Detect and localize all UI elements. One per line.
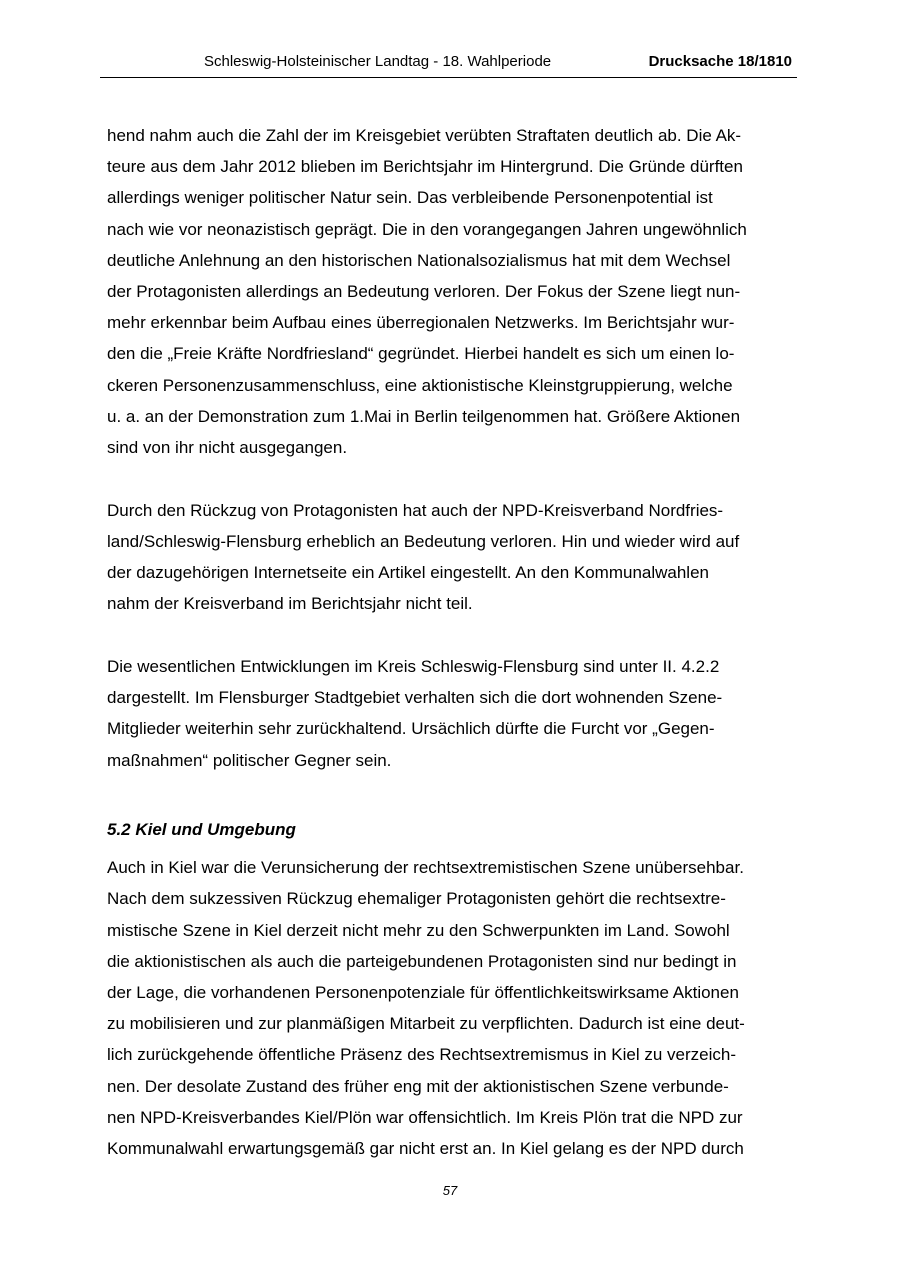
text-line: nahm der Kreisverband im Berichtsjahr nicht teil.: [107, 594, 473, 613]
text-line: dargestellt. Im Flensburger Stadtgebiet verhalten sich die dort wohnenden Szene-: [107, 688, 723, 707]
text-line: teure aus dem Jahr 2012 blieben im Berichtsjahr im Hintergrund. Die Gründe dürften: [107, 157, 743, 176]
text-line: deutliche Anlehnung an den historischen Nationalsozialismus hat mit dem Wechsel: [107, 251, 731, 270]
text-line: Mitglieder weiterhin sehr zurückhaltend. Ursächlich dürfte die Furcht vor „Gegen-: [107, 719, 715, 738]
page-number: 57: [442, 1183, 458, 1198]
text-line: Kommunalwahl erwartungsgemäß gar nicht erst an. In Kiel gelang es der NPD durch: [107, 1139, 744, 1158]
header-title: Schleswig-Holsteinischer Landtag - 18. Wahlperiode: [204, 53, 552, 70]
text-line: der Protagonisten allerdings an Bedeutung verloren. Der Fokus der Szene liegt nun-: [107, 282, 741, 301]
text-line: hend nahm auch die Zahl der im Kreisgebiet verübten Straftaten deutlich ab. Die Ak-: [107, 126, 742, 145]
text-line: sind von ihr nicht ausgegangen.: [107, 438, 348, 457]
text-line: lich zurückgehende öffentliche Präsenz des Rechtsextremismus in Kiel zu verzeich-: [107, 1045, 736, 1064]
text-line: u. a. an der Demonstration zum 1.Mai in Berlin teilgenommen hat. Größere Aktionen: [107, 407, 741, 426]
text-line: allerdings weniger politischer Natur sein. Das verbleibende Personenpotential ist: [107, 188, 713, 207]
text-line: mehr erkennbar beim Aufbau eines überregionalen Netzwerks. Im Berichtsjahr wur-: [107, 313, 735, 332]
section-heading: 5.2 Kiel und Umgebung: [107, 820, 296, 839]
text-line: nen NPD-Kreisverbandes Kiel/Plön war offensichtlich. Im Kreis Plön trat die NPD zur: [107, 1108, 743, 1127]
text-line: nach wie vor neonazistisch geprägt. Die in den vorangegangen Jahren ungewöhnlich: [107, 220, 747, 239]
text-line: ckeren Personenzusammenschluss, eine aktionistische Kleinstgruppierung, welche: [107, 376, 733, 395]
page-header: [100, 53, 797, 78]
text-line: Durch den Rückzug von Protagonisten hat auch der NPD-Kreisverband Nordfries-: [107, 501, 724, 520]
text-line: maßnahmen“ politischer Gegner sein.: [107, 751, 392, 770]
text-line: mistische Szene in Kiel derzeit nicht mehr zu den Schwerpunkten im Land. Sowohl: [107, 921, 730, 940]
text-line: zu mobilisieren und zur planmäßigen Mitarbeit zu verpflichten. Dadurch ist eine deut-: [107, 1014, 745, 1033]
text-line: Nach dem sukzessiven Rückzug ehemaliger Protagonisten gehört die rechtsextre-: [107, 889, 726, 908]
text-line: die aktionistischen als auch die parteigebundenen Protagonisten sind nur bedingt in: [107, 952, 737, 971]
document-number: Drucksache 18/1810: [648, 53, 792, 70]
text-line: der Lage, die vorhandenen Personenpotenziale für öffentlichkeitswirksame Aktionen: [107, 983, 739, 1002]
text-line: nen. Der desolate Zustand des früher eng mit der aktionistischen Szene verbunde-: [107, 1077, 729, 1096]
text-line: Auch in Kiel war die Verunsicherung der rechtsextremistischen Szene unübersehbar.: [107, 858, 744, 877]
text-line: der dazugehörigen Internetseite ein Artikel eingestellt. An den Kommunalwahlen: [107, 563, 709, 582]
text-line: den die „Freie Kräfte Nordfriesland“ gegründet. Hierbei handelt es sich um einen lo-: [107, 344, 735, 363]
text-line: Die wesentlichen Entwicklungen im Kreis Schleswig-Flensburg sind unter II. 4.2.2: [107, 657, 720, 676]
text-line: land/Schleswig-Flensburg erheblich an Bedeutung verloren. Hin und wieder wird auf: [107, 532, 740, 551]
